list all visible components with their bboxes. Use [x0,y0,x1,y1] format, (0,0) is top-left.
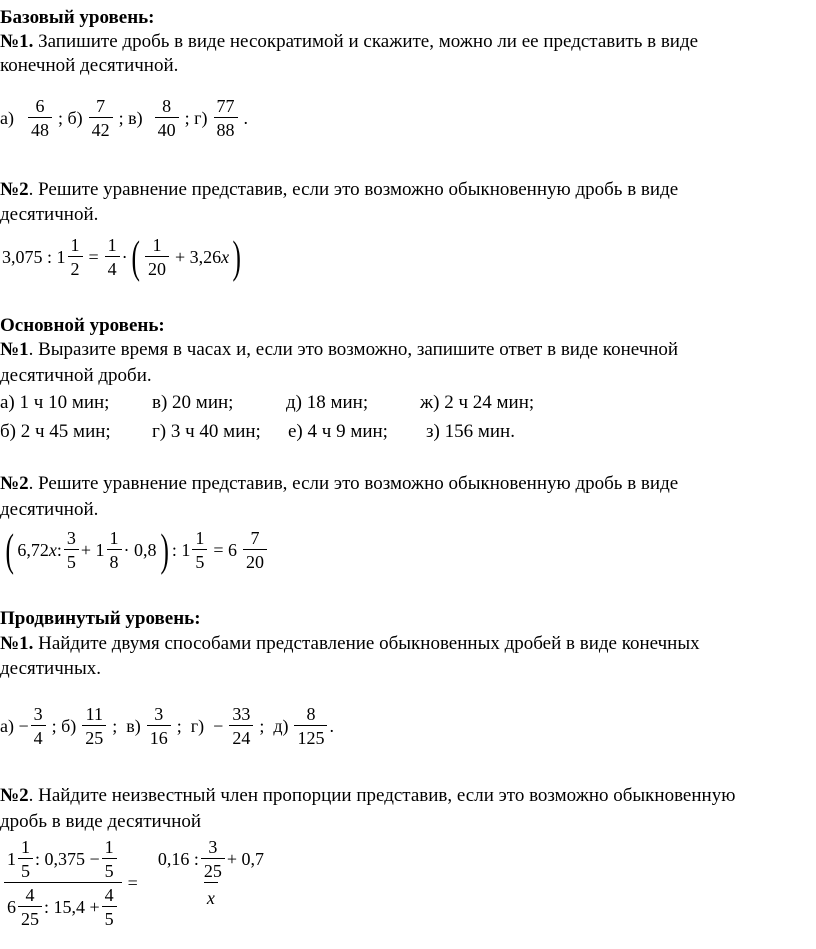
eq-term: 3,075 : 1 [2,246,66,267]
time-item: е) 4 ч 9 мин; [288,421,388,442]
eq-term: + 0,7 [226,849,264,869]
main-task2-number: №2 [0,473,29,494]
denominator: 2 [68,256,83,278]
eq-fraction [102,838,117,880]
fraction-a [31,705,46,747]
numerator: 1 [107,235,117,255]
proportion-right-fraction [144,838,278,907]
denominator: 4 [31,725,46,747]
time-item: б) 2 ч 45 мин; [0,421,111,442]
right-paren: ) [232,231,242,282]
main-task1-text2: десятичной дроби. [0,365,152,386]
fraction-a [28,97,52,139]
item-separator: ; в) [118,107,143,128]
basic-task1-number: №1. [0,31,34,52]
advanced-task1-number: №1. [0,633,34,654]
numerator: 3 [33,704,43,724]
eq-term: + 1 [80,539,105,560]
eq-term: : 1 [171,539,191,560]
denominator: 125 [294,725,327,747]
denominator: 48 [28,117,52,139]
proportion-left-denominator [4,882,122,928]
basic-task1-text1 [0,32,698,51]
basic-task1-fractions [0,97,252,139]
basic-task1-text2: конечной десятичной. [0,55,179,76]
variable-x: x [221,246,230,267]
main-task1-line1: . Выразите время в часах и, если это возможно, запишите ответ в виде конечной [28,339,679,360]
main-task2-line1: . Решите уравнение представив, если это возможно обыкновенную дробь в виде [28,473,679,494]
advanced-task1-text1 [0,634,700,653]
advanced-heading: Продвинутый уровень: [0,608,201,629]
item-separator: ; б) [51,715,77,736]
denominator: 5 [102,906,117,928]
main-task2-text2: десятичной. [0,499,99,520]
eq-fraction [192,529,207,571]
time-item: а) 1 ч 10 мин; [0,392,110,413]
numerator: 8 [306,704,316,724]
numerator: 1 [104,837,114,857]
denominator: 25 [18,906,42,928]
advanced-task1-fractions [0,705,334,747]
item-label: а) − [0,715,29,736]
item-separator: . [243,107,249,128]
equals-sign: = [127,872,138,893]
eq-fraction [64,529,79,571]
eq-fraction [201,838,225,880]
advanced-task2-number: №2 [0,785,29,806]
fraction-c [155,97,179,139]
denominator: 25 [82,725,106,747]
denominator: 24 [229,725,253,747]
eq-fraction [18,838,33,880]
eq-term: + 3,26 [175,246,222,267]
main-task2-equation [2,524,269,575]
numerator: 4 [25,885,35,905]
fraction-c [147,705,171,747]
numerator: 77 [216,96,235,116]
equals-sign: = [88,246,99,267]
numerator: 6 [35,96,45,116]
eq-fraction [145,236,169,278]
denominator: 5 [64,549,79,571]
fraction-d [229,705,253,747]
denominator: 16 [147,725,171,747]
denominator: 8 [107,549,122,571]
eq-term: 1 [7,849,16,869]
numerator: 1 [70,235,80,255]
variable-x: x [48,539,57,560]
numerator: 7 [250,528,260,548]
main-task1-text1 [0,340,678,359]
item-separator: ; б) [57,107,83,128]
time-item: г) 3 ч 40 мин; [152,421,261,442]
advanced-task2-line1: . Найдите неизвестный член пропорции представив, если это возможно обыкновенную [28,785,736,806]
basic-task1-line1: Запишите дробь в виде несократимой и скажите, можно ли ее представить в виде [33,31,699,52]
multiply-sign: · [121,246,128,267]
denominator: 20 [243,549,267,571]
numerator: 3 [208,837,218,857]
fraction-b [82,705,106,747]
advanced-task1-line1: Найдите двумя способами представление обыкновенных дробей в виде конечных [33,633,700,654]
item-separator: . [329,715,334,736]
time-item: з) 156 мин. [426,421,515,442]
denominator: 25 [201,858,225,880]
eq-fraction [18,886,42,928]
basic-task2-text1 [0,180,678,199]
main-heading: Основной уровень: [0,315,165,336]
basic-task2-equation [2,231,244,282]
proportion-left-numerator [4,838,122,882]
numerator: 4 [104,885,114,905]
numerator: 7 [96,96,106,116]
eq-term: 6 [7,897,16,917]
fraction-e [294,705,327,747]
time-item: д) 18 мин; [286,392,369,413]
numerator: 1 [152,235,162,255]
denominator: 20 [145,256,169,278]
denominator: 40 [155,117,179,139]
numerator: 1 [21,837,30,857]
denominator: 88 [214,117,238,139]
fraction-b [89,97,113,139]
item-separator: ; г) − [176,715,224,736]
advanced-task1-text2: десятичных. [0,658,101,679]
numerator: 3 [66,528,76,548]
fraction-d [214,97,238,139]
proportion-right-numerator [144,838,278,882]
basic-task2-line1: . Решите уравнение представив, если это возможно обыкновенную дробь в виде [28,179,679,200]
eq-fraction [107,529,122,571]
numerator: 8 [162,96,172,116]
numerator: 33 [232,704,251,724]
numerator: 1 [195,528,205,548]
left-paren: ( [131,231,140,282]
basic-task2-number: №2 [0,179,29,200]
eq-term: : 0,375 − [35,849,100,869]
time-item: в) 20 мин; [152,392,234,413]
time-item: ж) 2 ч 24 мин; [420,392,535,413]
eq-term: · 0,8 [123,539,157,560]
item-separator: ; г) [184,107,208,128]
denominator: 5 [18,858,33,880]
advanced-task2-text2: дробь в виде десятичной [0,811,202,832]
denominator: 5 [192,549,207,571]
divide-sign: : [56,539,62,560]
denominator: 5 [102,858,117,880]
right-paren: ) [159,524,169,575]
basic-heading: Базовый уровень: [0,7,155,28]
numerator: 1 [109,528,119,548]
basic-task2-text2: десятичной. [0,204,99,225]
eq-fraction [102,886,117,928]
numerator: 3 [154,704,164,724]
advanced-task2-text1 [0,786,735,805]
main-task1-number: №1 [0,339,29,360]
denominator: 4 [105,256,120,278]
advanced-task2-proportion [2,838,280,928]
numerator: 11 [85,704,103,724]
item-label: а) [0,107,14,128]
eq-fraction [243,529,267,571]
proportion-left-fraction [4,838,122,928]
variable-x: x [204,882,218,907]
eq-term: : 15,4 + [44,897,100,917]
eq-fraction [105,236,120,278]
denominator: 42 [89,117,113,139]
main-task2-text1 [0,474,678,493]
item-separator: ; в) [112,715,141,736]
left-paren: ( [5,524,14,575]
eq-term: 6,72 [17,539,49,560]
item-separator: ; д) [259,715,289,736]
eq-fraction [68,236,83,278]
eq-term: = 6 [213,539,237,560]
eq-term: 0,16 : [157,849,199,869]
